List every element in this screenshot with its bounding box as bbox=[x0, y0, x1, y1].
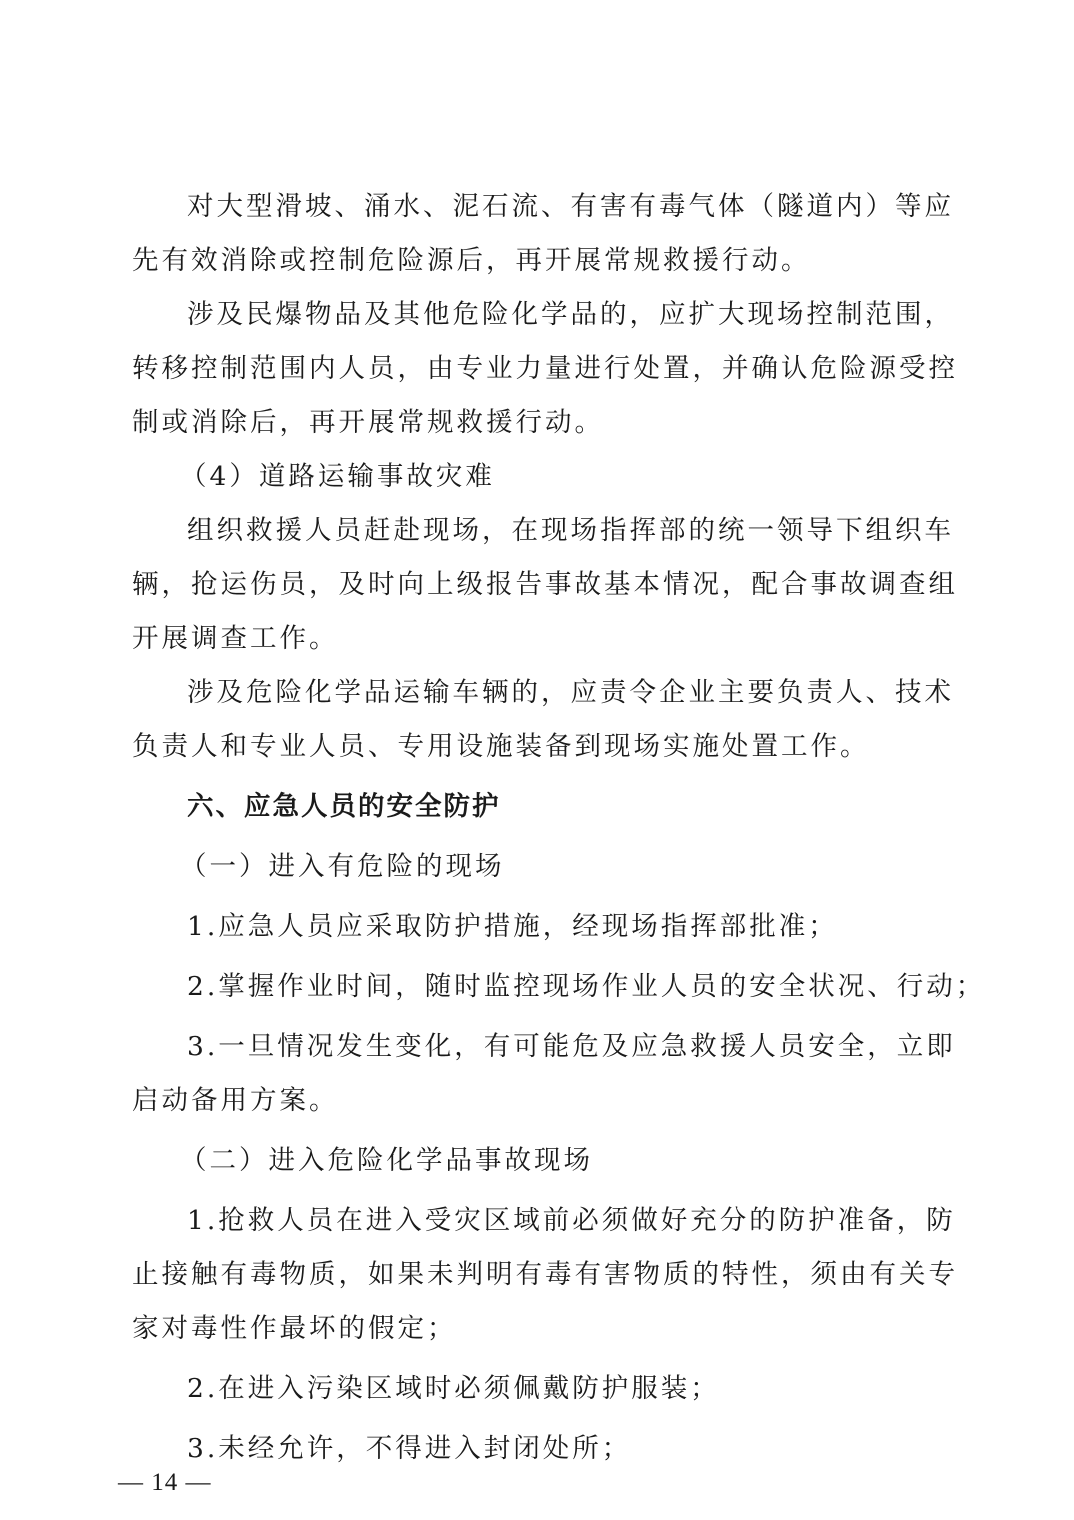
section-heading: 六、应急人员的安全防护 bbox=[187, 791, 501, 822]
page-number: — 14 — bbox=[118, 1469, 212, 1496]
paragraph-line: 开展调查工作。 bbox=[132, 623, 339, 654]
paragraph-line: 对大型滑坡、涌水、泥石流、有害有毒气体（隧道内）等应 bbox=[187, 191, 954, 222]
list-item: 3.未经允许，不得进入封闭处所； bbox=[187, 1433, 632, 1464]
list-item: 1.抢救人员在进入受灾区域前必须做好充分的防护准备，防 bbox=[187, 1205, 956, 1236]
subsection-heading: （一）进入有危险的现场 bbox=[180, 851, 505, 882]
list-item: 1.应急人员应采取防护措施，经现场指挥部批准； bbox=[187, 911, 838, 942]
list-item-continuation: 启动备用方案。 bbox=[132, 1085, 339, 1116]
list-item: 2.掌握作业时间，随时监控现场作业人员的安全状况、行动； bbox=[187, 971, 986, 1002]
paragraph-line: 先有效消除或控制危险源后，再开展常规救援行动。 bbox=[132, 245, 811, 276]
subsection-heading: （4）道路运输事故灾难 bbox=[180, 461, 495, 492]
list-item-continuation: 家对毒性作最坏的假定； bbox=[132, 1313, 457, 1344]
subsection-heading: （二）进入危险化学品事故现场 bbox=[180, 1145, 593, 1176]
list-item: 2.在进入污染区域时必须佩戴防护服装； bbox=[187, 1373, 720, 1404]
document-body bbox=[132, 180, 986, 1476]
paragraph-line: 制或消除后，再开展常规救援行动。 bbox=[132, 407, 604, 438]
list-item-continuation: 止接触有毒物质，如果未判明有毒有害物质的特性，须由有关专 bbox=[132, 1259, 958, 1290]
paragraph-line: 涉及民爆物品及其他危险化学品的，应扩大现场控制范围， bbox=[187, 299, 954, 330]
paragraph-line: 组织救援人员赶赴现场，在现场指挥部的统一领导下组织车 bbox=[187, 515, 954, 546]
paragraph-line: 涉及危险化学品运输车辆的，应责令企业主要负责人、技术 bbox=[187, 677, 954, 708]
paragraph-line: 辆，抢运伤员，及时向上级报告事故基本情况，配合事故调查组 bbox=[132, 569, 958, 600]
paragraph-line: 转移控制范围内人员，由专业力量进行处置，并确认危险源受控 bbox=[132, 353, 958, 384]
paragraph-line: 负责人和专业人员、专用设施装备到现场实施处置工作。 bbox=[132, 731, 870, 762]
list-item: 3.一旦情况发生变化，有可能危及应急救援人员安全，立即 bbox=[187, 1031, 956, 1062]
